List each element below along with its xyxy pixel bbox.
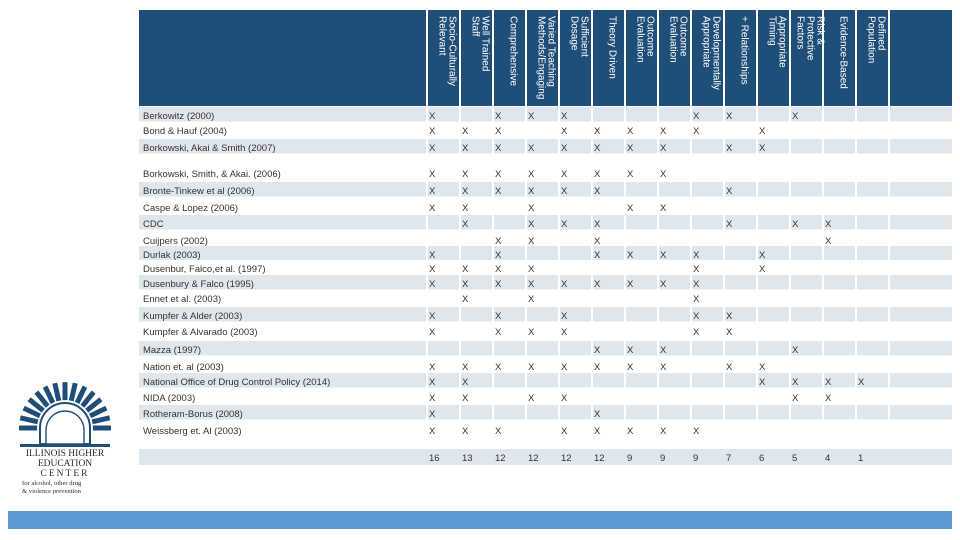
cell-mark: X: [660, 279, 667, 290]
cell-mark: X: [528, 362, 535, 373]
row-label: Kumpfer & Alder (2003): [143, 311, 243, 322]
cell-mark: X: [594, 279, 601, 290]
row-label: Bronte-Tinkew et al (2006): [143, 186, 255, 197]
cell-mark: X: [462, 279, 469, 290]
cell-mark: X: [726, 327, 733, 338]
cell-mark: X: [561, 362, 568, 373]
column-total: 5: [792, 453, 798, 464]
cell-mark: X: [726, 111, 733, 122]
cell-mark: X: [561, 327, 568, 338]
row-label: Nation et. al (2003): [143, 362, 224, 373]
row-band: [139, 275, 952, 290]
cell-mark: X: [594, 345, 601, 356]
cell-mark: X: [660, 126, 667, 137]
column-header-13: DefinedPopulation: [865, 16, 887, 64]
cell-mark: X: [495, 111, 502, 122]
row-label: Kumpfer & Alvarado (2003): [143, 327, 258, 338]
row-band: [139, 199, 952, 214]
cell-mark: X: [858, 377, 865, 388]
cell-mark: X: [495, 362, 502, 373]
cell-mark: X: [462, 362, 469, 373]
cell-mark: X: [627, 143, 634, 154]
row-label: Caspe & Lopez (2006): [143, 203, 239, 214]
cell-mark: X: [627, 126, 634, 137]
logo-line4: for alcohol, other drug: [22, 480, 82, 487]
logo-ray: [93, 425, 111, 430]
column-total: 9: [627, 453, 633, 464]
column-header-3: Varied TeachingMethods/Engaging: [535, 16, 557, 100]
cell-mark: X: [660, 426, 667, 437]
cell-mark: X: [660, 203, 667, 214]
cell-mark: X: [429, 264, 436, 275]
cell-mark: X: [429, 377, 436, 388]
cell-mark: X: [429, 111, 436, 122]
column-total: 13: [462, 453, 473, 464]
cell-mark: X: [561, 311, 568, 322]
cell-mark: X: [660, 362, 667, 373]
cell-mark: X: [528, 236, 535, 247]
cell-mark: X: [429, 393, 436, 404]
cell-mark: X: [462, 377, 469, 388]
cell-mark: X: [594, 169, 601, 180]
cell-mark: X: [462, 264, 469, 275]
row-label: Borkowski, Smith, & Akai. (2006): [143, 169, 281, 180]
row-band: [139, 341, 952, 356]
row-label: Berkowitz (2000): [143, 111, 215, 122]
cell-mark: X: [495, 426, 502, 437]
column-header-9: + Relationships: [738, 16, 750, 85]
row-label: Borkowski, Akai & Smith (2007): [143, 143, 276, 154]
cell-mark: X: [759, 362, 766, 373]
cell-mark: X: [429, 203, 436, 214]
cell-mark: X: [594, 250, 601, 261]
row-label: Dusenbur, Falco,et al. (1997): [143, 264, 266, 275]
cell-mark: X: [594, 426, 601, 437]
cell-mark: X: [825, 393, 832, 404]
column-total: 7: [726, 453, 732, 464]
cell-mark: X: [792, 219, 799, 230]
cell-mark: X: [462, 294, 469, 305]
cell-mark: X: [561, 169, 568, 180]
cell-mark: X: [495, 169, 502, 180]
cell-mark: X: [495, 311, 502, 322]
cell-mark: X: [528, 111, 535, 122]
column-header-8: DevelopmentallyAppropriate: [700, 16, 722, 90]
cell-mark: X: [561, 111, 568, 122]
cell-mark: X: [792, 393, 799, 404]
logo-ray: [20, 415, 39, 424]
column-header-1: Well TrainedStaff: [469, 16, 491, 72]
column-header-12: Evidence-Based: [837, 16, 849, 89]
cell-mark: X: [726, 186, 733, 197]
cell-mark: X: [429, 362, 436, 373]
cell-mark: X: [759, 126, 766, 137]
cell-mark: X: [693, 126, 700, 137]
cell-mark: X: [660, 169, 667, 180]
cell-mark: X: [429, 426, 436, 437]
cell-mark: X: [495, 186, 502, 197]
cell-mark: X: [561, 219, 568, 230]
row-band: [139, 323, 952, 338]
cell-mark: X: [759, 250, 766, 261]
logo-line1: ILLINOIS HIGHER: [25, 449, 105, 459]
column-header-10: AppropriateTiming: [766, 16, 788, 68]
logo-ray: [62, 382, 67, 400]
cell-mark: X: [693, 426, 700, 437]
cell-mark: X: [528, 327, 535, 338]
row-band: [139, 107, 952, 122]
logo-ray: [52, 383, 61, 402]
cell-mark: X: [429, 250, 436, 261]
cell-mark: X: [528, 264, 535, 275]
cell-mark: X: [561, 143, 568, 154]
logo-ray: [92, 415, 111, 424]
cell-mark: X: [693, 250, 700, 261]
row-band: [139, 290, 952, 305]
cell-mark: X: [495, 327, 502, 338]
cell-mark: X: [594, 186, 601, 197]
cell-mark: X: [627, 279, 634, 290]
cell-mark: X: [825, 219, 832, 230]
cell-mark: X: [792, 345, 799, 356]
column-total: 1: [858, 453, 864, 464]
column-header-5: Theory Driven: [606, 16, 618, 79]
column-header-6: OutcomeEvaluation: [634, 16, 656, 63]
cell-mark: X: [462, 393, 469, 404]
logo-line3: CENTER: [40, 469, 90, 479]
row-band: [139, 358, 952, 373]
cell-mark: X: [561, 393, 568, 404]
cell-mark: X: [825, 377, 832, 388]
column-header-4: SufficientDosage: [568, 16, 590, 57]
cell-mark: X: [594, 126, 601, 137]
column-total: 4: [825, 453, 831, 464]
cell-mark: X: [792, 111, 799, 122]
cell-mark: X: [627, 250, 634, 261]
cell-mark: X: [462, 126, 469, 137]
cell-mark: X: [627, 203, 634, 214]
cell-mark: X: [693, 279, 700, 290]
column-header-0: Socio-CulturallyRelevant: [436, 16, 458, 87]
logo-line2: EDUCATION: [37, 459, 93, 469]
cell-mark: X: [561, 186, 568, 197]
row-label: NIDA (2003): [143, 393, 196, 404]
cell-mark: X: [759, 143, 766, 154]
cell-mark: X: [462, 169, 469, 180]
cell-mark: X: [693, 111, 700, 122]
cell-mark: X: [660, 345, 667, 356]
cell-mark: X: [495, 143, 502, 154]
column-total: 16: [429, 453, 440, 464]
cell-mark: X: [528, 186, 535, 197]
row-band: [139, 182, 952, 197]
logo-ray: [69, 383, 78, 402]
cell-mark: X: [561, 426, 568, 437]
cell-mark: X: [660, 250, 667, 261]
cell-mark: X: [462, 219, 469, 230]
cell-mark: X: [726, 311, 733, 322]
cell-mark: X: [693, 327, 700, 338]
cell-mark: X: [627, 362, 634, 373]
cell-mark: X: [594, 409, 601, 420]
row-label: Durlak (2003): [143, 250, 201, 261]
cell-mark: X: [693, 311, 700, 322]
cell-mark: X: [792, 377, 799, 388]
column-header-11: Risk &ProtectiveFactors: [794, 16, 826, 61]
row-label: CDC: [143, 219, 164, 230]
cell-mark: X: [528, 279, 535, 290]
cell-mark: X: [528, 393, 535, 404]
column-total: 6: [759, 453, 765, 464]
cell-mark: X: [627, 426, 634, 437]
cell-mark: X: [594, 236, 601, 247]
column-total: 12: [495, 453, 506, 464]
cell-mark: X: [693, 264, 700, 275]
cell-mark: X: [726, 143, 733, 154]
column-header-7: OutcomeEvaluation: [667, 16, 689, 63]
cell-mark: X: [759, 377, 766, 388]
column-total: 9: [660, 453, 666, 464]
row-band: [139, 307, 952, 322]
cell-mark: X: [429, 143, 436, 154]
column-total: 12: [594, 453, 605, 464]
cell-mark: X: [660, 143, 667, 154]
cell-mark: X: [429, 126, 436, 137]
cell-mark: X: [495, 279, 502, 290]
cell-mark: X: [693, 294, 700, 305]
row-label: National Office of Drug Control Policy (2014): [143, 377, 331, 388]
logo-graphic: [16, 372, 114, 494]
cell-mark: X: [594, 143, 601, 154]
row-label: Dusenbury & Falco (1995): [143, 279, 254, 290]
column-total: 12: [561, 453, 572, 464]
row-label: Rotheram-Borus (2008): [143, 409, 243, 420]
cell-mark: X: [627, 345, 634, 356]
row-label: Weissberg et. Al (2003): [143, 426, 242, 437]
cell-mark: X: [462, 143, 469, 154]
cell-mark: X: [561, 126, 568, 137]
cell-mark: X: [429, 409, 436, 420]
row-band: [139, 422, 952, 437]
logo-line5: & violence prevention: [22, 488, 81, 494]
row-label: Ennet et al. (2003): [143, 294, 222, 305]
cell-mark: X: [528, 143, 535, 154]
cell-mark: X: [594, 362, 601, 373]
row-label: Cuijpers (2002): [143, 236, 208, 247]
cell-mark: X: [726, 219, 733, 230]
column-header-2: Comprehensive: [507, 16, 519, 87]
row-band: [139, 122, 952, 137]
cell-mark: X: [429, 186, 436, 197]
cell-mark: X: [429, 169, 436, 180]
cell-mark: X: [429, 311, 436, 322]
column-total: 9: [693, 453, 699, 464]
illinois-higher-education-center-logo: [16, 372, 114, 494]
column-total: 12: [528, 453, 539, 464]
row-band: [139, 246, 952, 261]
logo-ray: [19, 425, 37, 430]
cell-mark: X: [627, 169, 634, 180]
row-label: Bond & Hauf (2004): [143, 126, 227, 137]
cell-mark: X: [462, 186, 469, 197]
cell-mark: X: [462, 426, 469, 437]
row-label: Mazza (1997): [143, 345, 202, 356]
cell-mark: X: [462, 203, 469, 214]
cell-mark: X: [561, 279, 568, 290]
cell-mark: X: [528, 203, 535, 214]
cell-mark: X: [594, 219, 601, 230]
cell-mark: X: [528, 219, 535, 230]
cell-mark: X: [825, 236, 832, 247]
cell-mark: X: [429, 279, 436, 290]
cell-mark: X: [495, 264, 502, 275]
cell-mark: X: [528, 294, 535, 305]
cell-mark: X: [429, 327, 436, 338]
footer-bar: [8, 511, 952, 529]
cell-mark: X: [759, 264, 766, 275]
cell-mark: X: [726, 362, 733, 373]
cell-mark: X: [495, 126, 502, 137]
cell-mark: X: [495, 250, 502, 261]
row-band: [139, 405, 952, 420]
cell-mark: X: [495, 236, 502, 247]
cell-mark: X: [528, 169, 535, 180]
